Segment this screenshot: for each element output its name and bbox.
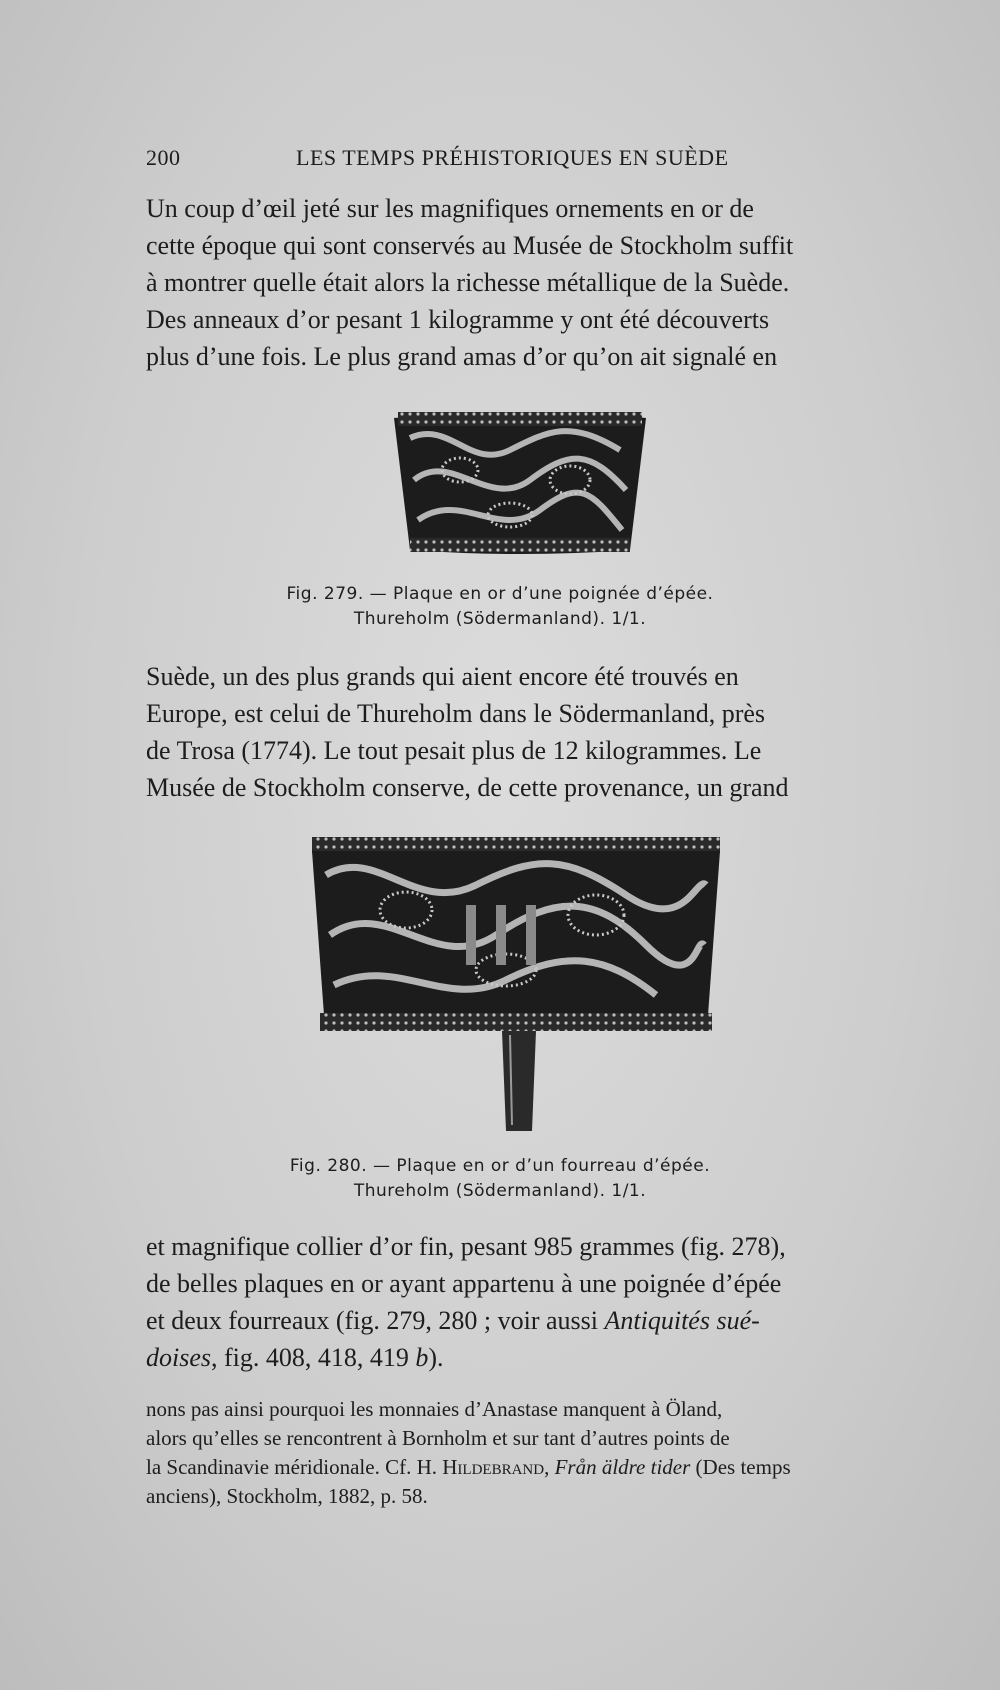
footnote-line	[146, 1453, 898, 1482]
text-line: Des anneaux d’or pesant 1 kilogramme y ont été découverts	[146, 305, 770, 334]
footnote-line: anciens), Stockholm, 1882, p. 58.	[146, 1484, 428, 1508]
figure-280-caption	[0, 1154, 1000, 1204]
caption-line: Thureholm (Södermanland). 1/1.	[353, 609, 647, 629]
text-line: Un coup d’œil jeté sur les magnifiques ornements en or de	[146, 194, 754, 223]
footnote-line: nons pas ainsi pourquoi les monnaies d’Anastase manquent à Öland,	[146, 1397, 723, 1421]
paragraph-3	[146, 1228, 898, 1376]
text-run: (Des temps	[690, 1455, 791, 1479]
text-line: cette époque qui sont conservés au Musée de Stockholm suffit	[146, 231, 794, 260]
caption-line: Fig. 280. — Plaque en or d’un fourreau d’épée.	[289, 1156, 711, 1176]
text-line	[146, 1302, 898, 1339]
text-run: ).	[428, 1343, 444, 1372]
figure-279-caption	[0, 582, 1000, 632]
text-line: Europe, est celui de Thureholm dans le Södermanland, près	[146, 699, 766, 728]
page-number: 200	[146, 145, 181, 170]
text-run: ,	[544, 1455, 555, 1479]
footnote	[146, 1395, 898, 1511]
italic-title: Från äldre tider	[554, 1455, 691, 1479]
text-line: Suède, un des plus grands qui aient encore été trouvés en	[146, 662, 739, 691]
caption-line: Fig. 279. — Plaque en or d’une poignée d’épée.	[286, 584, 714, 604]
italic-letter: b	[415, 1343, 429, 1372]
paragraph-1	[146, 190, 898, 375]
figure-280-engraving	[306, 835, 726, 1135]
paragraph-2	[146, 658, 898, 806]
caption-line: Thureholm (Södermanland). 1/1.	[353, 1181, 647, 1201]
text-line: Musée de Stockholm conserve, de cette provenance, un grand	[146, 773, 789, 802]
text-line	[146, 1339, 898, 1376]
text-line: plus d’une fois. Le plus grand amas d’or qu’on ait signalé en	[146, 342, 778, 371]
italic-title: Antiquités sué-	[604, 1306, 760, 1335]
text-line: de belles plaques en or ayant appartenu à une poignée d’épée	[146, 1269, 782, 1298]
running-title: LES TEMPS PRÉHISTORIQUES EN SUÈDE	[296, 145, 729, 170]
text-line: et magnifique collier d’or fin, pesant 985 grammes (fig. 278),	[146, 1232, 786, 1261]
italic-title: doises	[146, 1343, 211, 1372]
text-run: et deux fourreaux (fig. 279, 280 ; voir aussi	[146, 1306, 605, 1335]
footnote-line: alors qu’elles se rencontrent à Bornholm et sur tant d’autres points de	[146, 1426, 730, 1450]
text-line: de Trosa (1774). Le tout pesait plus de 12 kilogrammes. Le	[146, 736, 762, 765]
text-run: , fig. 408, 418, 419	[211, 1343, 416, 1372]
text-run: la Scandinavie méridionale. Cf. H.	[146, 1455, 443, 1479]
figure-279-engraving	[390, 410, 650, 570]
text-line: à montrer quelle était alors la richesse métallique de la Suède.	[146, 268, 790, 297]
author-name: Hildebrand	[442, 1455, 545, 1479]
